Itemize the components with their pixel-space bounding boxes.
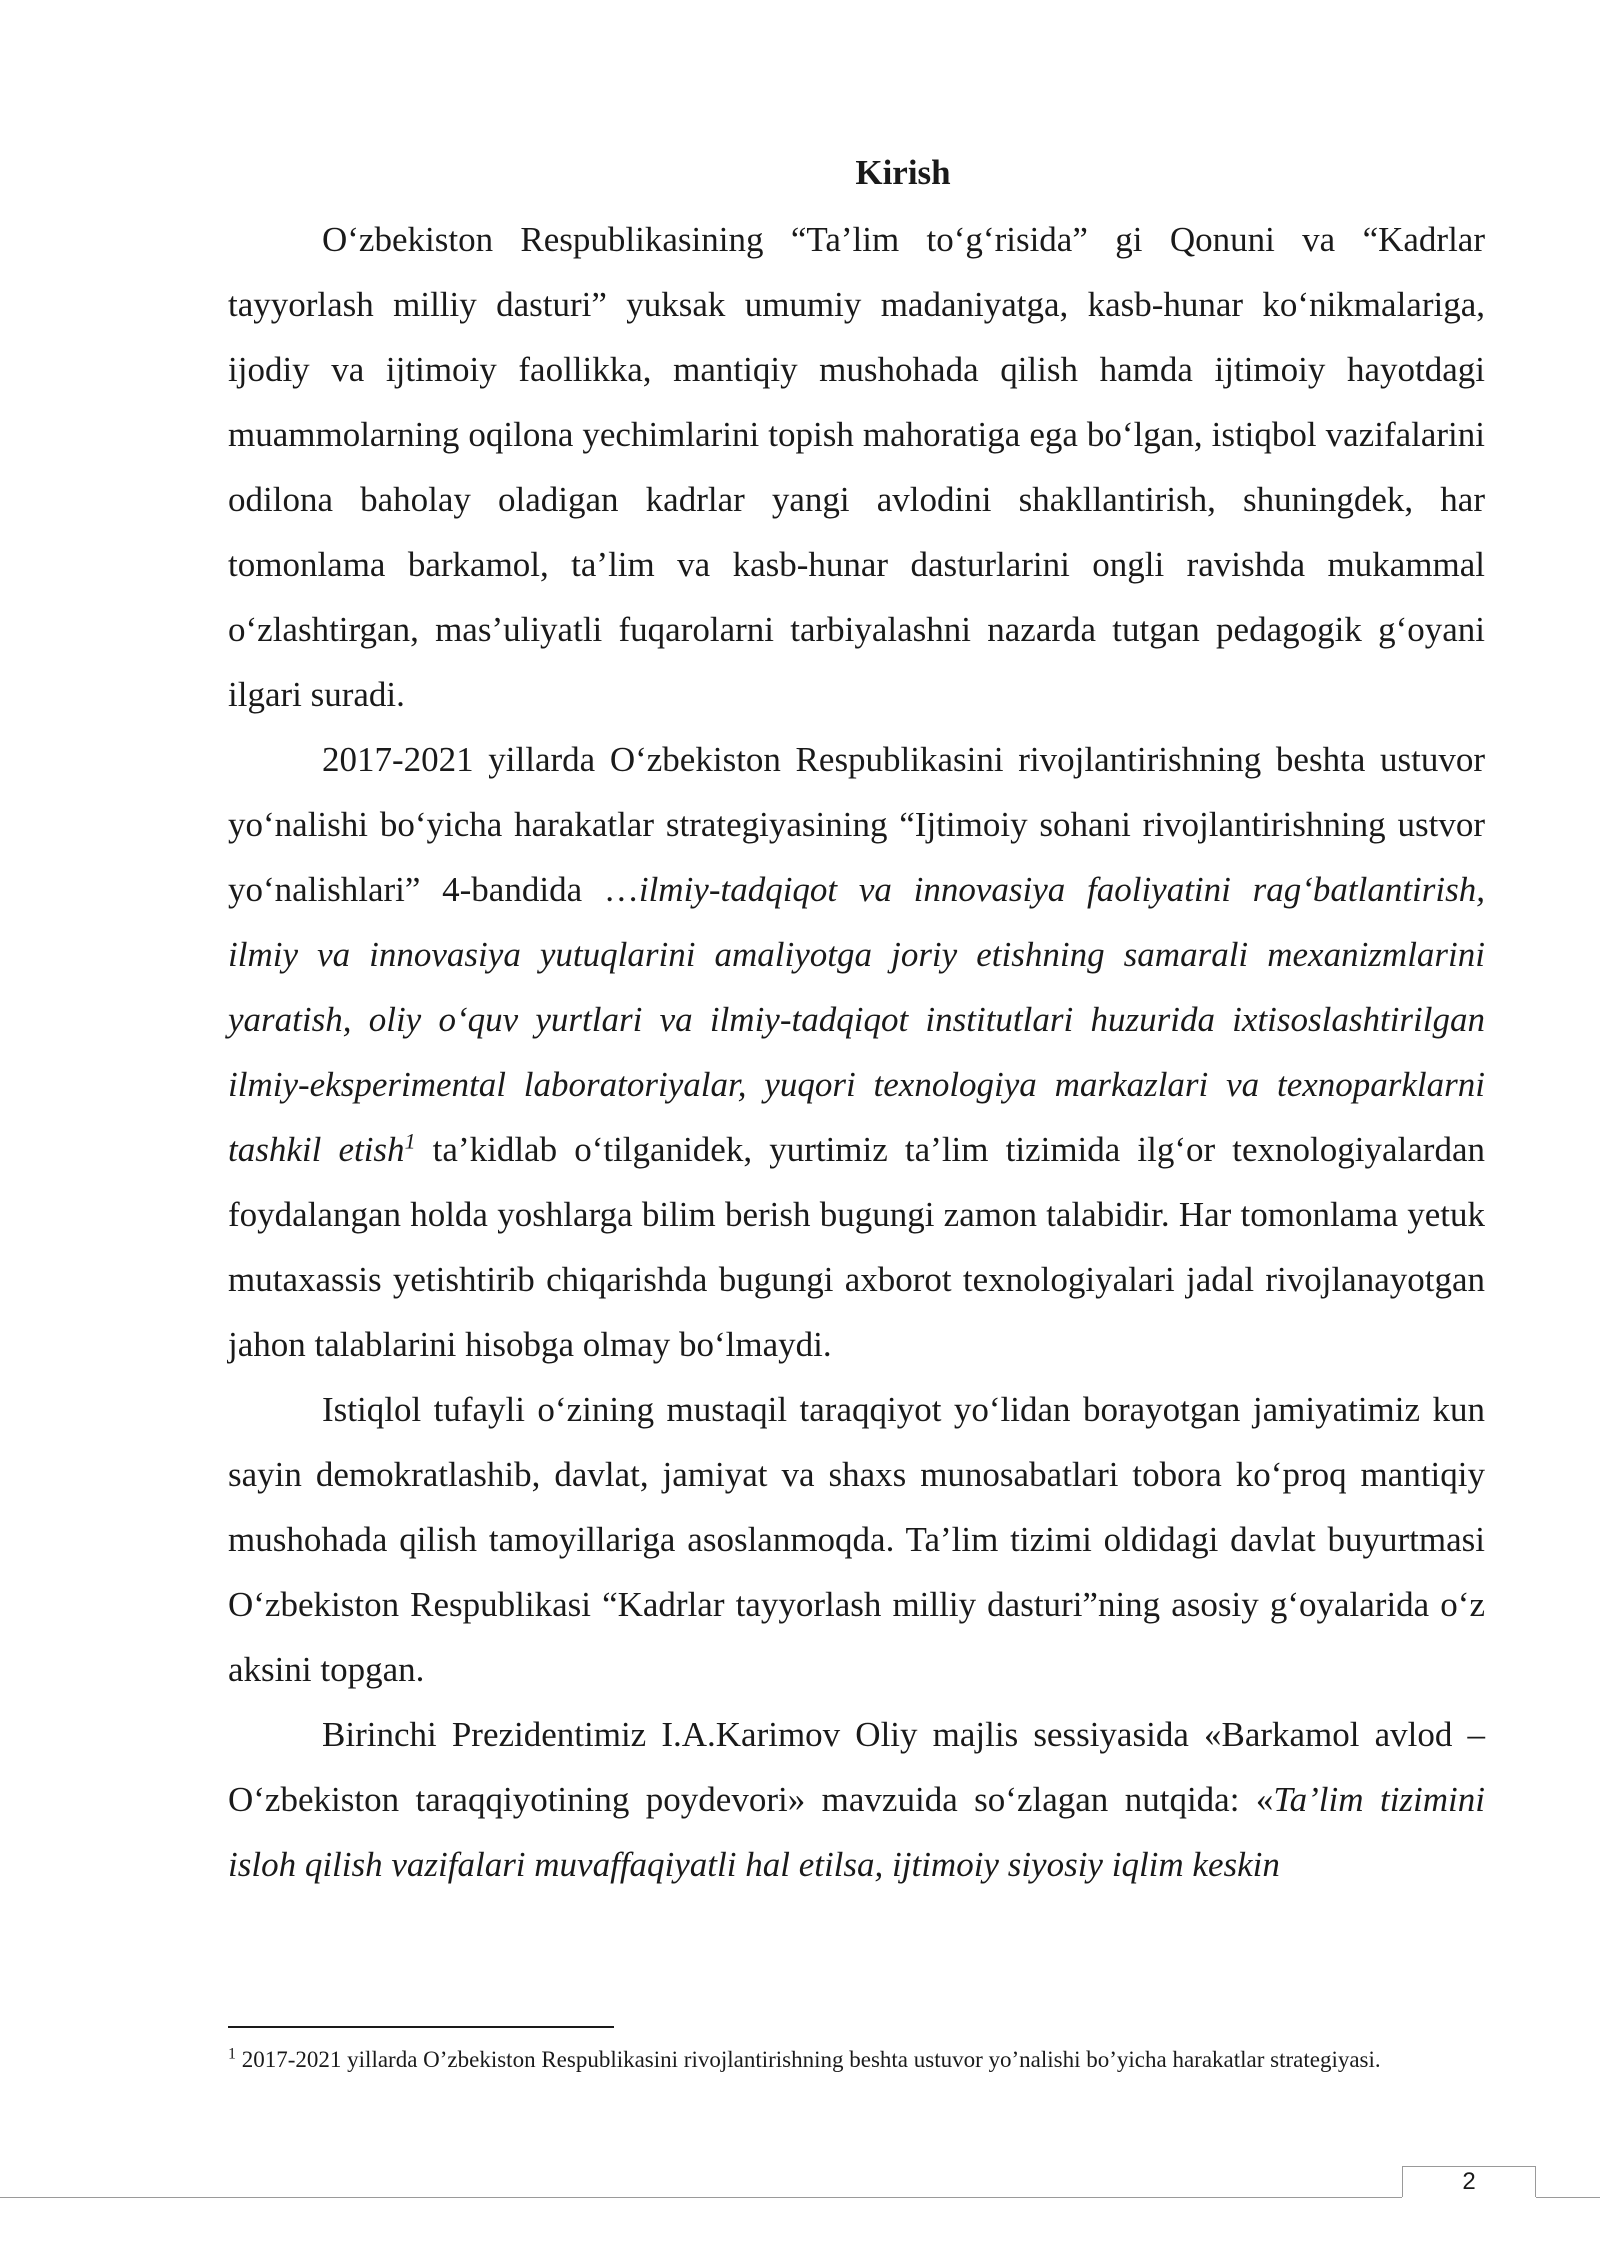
italic-quote: ilmiy-tadqiqot va innovasiya faoliyatini rag‘batlantirish, ilmiy va innovasiya yutuqlarini amaliyotga joriy etishning samarali mexanizmlarini yaratish, oliy o‘quv yurtlari va ilmiy-tadqiqot institutlari huzurida ixtisoslashtirilgan ilmiy-eksperimental laboratoriyalar, yuqori texnologiya markazlari va texnoparklarni tashkil etish [228,870,1485,1169]
paragraph [228,207,1485,727]
paragraph-text: 2017-2021 yillarda O‘zbekiston Respublikasini rivojlantirishning beshta ustuvor yo‘nalishi bo‘yicha harakatlar strategiyasining “Ijtimoiy sohani rivojlantirishning ustvor yo‘nalishlari” 4-bandida … [228,740,1485,909]
italic-quote: Ta’lim tizimini isloh qilish vazifalari muvaffaqiyatli hal etilsa, ijtimoiy siyosiy iqlim keskin [228,1780,1485,1884]
paragraph-text: Istiqlol tufayli o‘zining mustaqil taraqqiyot yo‘lidan borayotgan jamiyatimiz kun sayin demokratlashib, davlat, jamiyat va shaxs munosabatlari tobora ko‘proq mantiqiy mushohada qilish tamoyillariga asoslanmoqda. Ta’lim tizimi oldidagi davlat buyurtmasi O‘zbekiston Respublikasi “Kadrlar tayyorlash milliy dasturi”ning asosiy g‘oyalarida o‘z aksini topgan. [228,1390,1485,1689]
footnote [228,2044,1485,2076]
body-text [228,207,1485,1897]
paragraph-text: ta’kidlab o‘tilganidek, yurtimiz ta’lim tizimida ilg‘or texnologiyalardan foydalangan holda yoshlarga bilim berish bugungi zamon talabidir. Har tomonlama yetuk mutaxassis yetishtirib chiqarishda bugungi axborot texnologiyalari jadal rivojlanayotgan jahon talablarini hisobga olmay bo‘lmaydi. [228,1130,1485,1364]
footnote-separator [228,2026,614,2028]
page-title: Kirish [855,153,951,192]
footnote-marker: 1 [228,2045,236,2063]
paragraph [228,1702,1485,1897]
page-footer-rule [0,2197,1402,2198]
paragraph [228,1377,1485,1702]
footnote-reference: 1 [404,1128,416,1154]
paragraph-text: Birinchi Prezidentimiz I.A.Karimov Oliy majlis sessiyasida «Barkamol avlod – O‘zbekiston taraqqiyotining poydevori» mavzuida so‘zlagan nutqida: « [228,1715,1485,1819]
page-number: 2 [1462,2168,1476,2195]
footnote-text: 2017-2021 yillarda O’zbekiston Respublikasini rivojlantirishning beshta ustuvor yo’nalishi bo’yicha harakatlar strategiyasi. [236,2047,1381,2072]
paragraph [228,727,1485,1377]
paragraph-text: O‘zbekiston Respublikasining “Ta’lim to‘g‘risida” gi Qonuni va “Kadrlar tayyorlash milliy dasturi” yuksak umumiy madaniyatga, kasb-hunar ko‘nikmalariga, ijodiy va ijtimoiy faollikka, mantiqiy mushohada qilish hamda ijtimoiy hayotdagi muammolarning oqilona yechimlarini topish mahoratiga ega bo‘lgan, istiqbol vazifalarini odilona baholay oladigan kadrlar yangi avlodini shakllantirish, shuningdek, har tomonlama barkamol, ta’lim va kasb-hunar dasturlarini ongli ravishda mukammal o‘zlashtirgan, mas’uliyatli fuqarolarni tarbiyalashni nazarda tutgan pedagogik g‘oyani ilgari suradi. [228,220,1485,714]
page-footer-rule-right [1536,2197,1600,2198]
